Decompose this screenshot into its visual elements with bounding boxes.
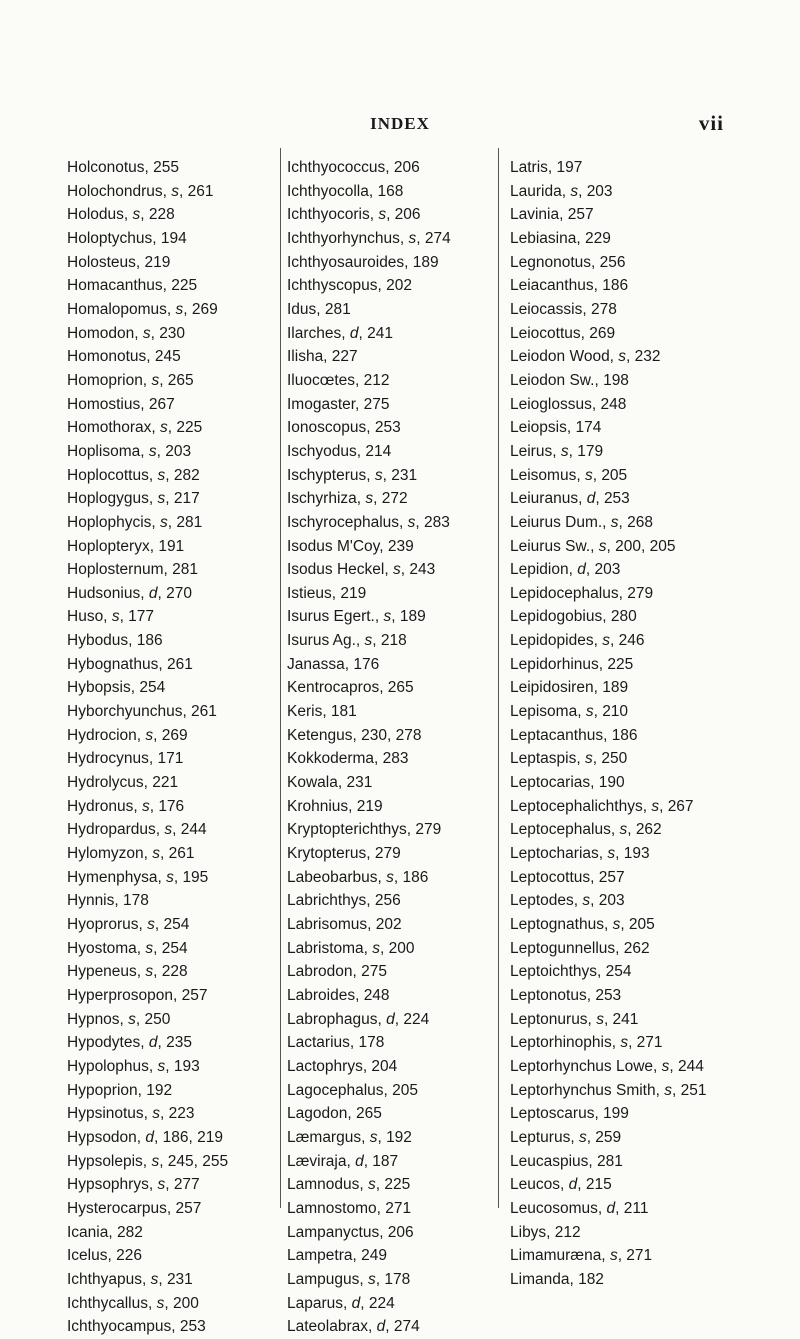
index-entry: Homodon, s, 230 — [67, 324, 186, 342]
index-entry: Hydrocion, s, 269 — [67, 726, 188, 744]
index-column-2 — [287, 156, 497, 1339]
index-entry: Hoplogygus, s, 217 — [67, 490, 200, 508]
index-entry: Leiuranus, d, 253 — [510, 490, 630, 508]
index-entry: Labrodon, 275 — [287, 963, 387, 981]
index-entry: Leptorhinophis, s, 271 — [510, 1034, 663, 1052]
index-entry: Leptocottus, 257 — [510, 868, 625, 886]
index-entry: Lepidopides, s, 246 — [510, 632, 645, 650]
index-entry: Leptonotus, 253 — [510, 986, 622, 1004]
index-entry: Labroides, 248 — [287, 986, 390, 1004]
index-entry: Hybodus, 186 — [67, 632, 163, 650]
index-entry: Lepidocephalus, 279 — [510, 584, 654, 602]
index-entry: Hydrolycus, 221 — [67, 774, 179, 792]
index-entry: Hyoprorus, s, 254 — [67, 916, 190, 933]
index-entry: Ischyrhiza, s, 272 — [287, 490, 408, 508]
index-entry: Lagodon, 265 — [287, 1105, 382, 1123]
index-entry: Leptaspis, s, 250 — [510, 750, 628, 768]
index-entry: Læmargus, s, 192 — [287, 1128, 412, 1146]
index-entry: Hudsonius, d, 270 — [67, 584, 192, 602]
index-entry: Kokkoderma, 283 — [287, 750, 409, 768]
index-entry: Hoplosternum, 281 — [67, 561, 198, 579]
index-entry: Leptogunnellus, 262 — [510, 939, 650, 957]
index-entry: Hynnis, 178 — [67, 892, 149, 910]
index-entry: Istieus, 219 — [287, 584, 367, 602]
index-entry: Icania, 282 — [67, 1223, 143, 1241]
index-entry: Homonotus, 245 — [67, 348, 181, 366]
index-entry: Hypsodon, d, 186, 219 — [67, 1128, 223, 1146]
index-entry: Imogaster, 275 — [287, 395, 390, 413]
index-entry: Leptoichthys, 254 — [510, 963, 632, 981]
index-entry: Ichthyscopus, 202 — [287, 277, 412, 295]
index-entry: Hypsinotus, s, 223 — [67, 1105, 195, 1123]
index-entry: Leptocarias, 190 — [510, 774, 625, 792]
index-entry: Leiodon Wood, s, 232 — [510, 348, 661, 366]
index-entry: Ichthyosauroides, 189 — [287, 253, 439, 271]
index-entry: Leptacanthus, 186 — [510, 726, 638, 744]
index-entry: Latris, 197 — [510, 159, 583, 176]
index-entry: Leptorhynchus Smith, s, 251 — [510, 1081, 707, 1099]
index-entry: Leipidosiren, 189 — [510, 679, 629, 697]
index-entry: Lateolabrax, d, 274 — [287, 1318, 420, 1336]
index-entry: Lampanyctus, 206 — [287, 1223, 414, 1241]
index-entry: Idus, 281 — [287, 300, 351, 318]
index-entry: Leiurus Dum., s, 268 — [510, 513, 654, 531]
index-entry: Ichthyocoris, s, 206 — [287, 206, 421, 224]
index-entry: Leiodon Sw., 198 — [510, 371, 629, 389]
index-entry: Keris, 181 — [287, 703, 357, 721]
index-entry: Hylomyzon, s, 261 — [67, 845, 195, 863]
index-column-3 — [510, 156, 770, 1292]
index-entry: Leiocottus, 269 — [510, 324, 616, 342]
index-entry: Legnonotus, 256 — [510, 253, 626, 271]
index-entry: Limanda, 182 — [510, 1270, 604, 1288]
index-entry: Hydrocynus, 171 — [67, 750, 184, 768]
index-entry: Huso, s, 177 — [67, 608, 155, 626]
index-entry: Isurus Egert., s, 189 — [287, 608, 426, 626]
index-entry: Læviraja, d, 187 — [287, 1152, 399, 1170]
index-entry: Laurida, s, 203 — [510, 182, 613, 200]
index-entry: Lepidogobius, 280 — [510, 608, 637, 626]
index-entry: Hyborchyunchus, 261 — [67, 703, 217, 721]
index-entry: Lavinia, 257 — [510, 206, 594, 224]
index-entry: Holodus, s, 228 — [67, 206, 175, 224]
index-entry: Icelus, 226 — [67, 1247, 142, 1265]
index-entry: Leiocassis, 278 — [510, 300, 617, 318]
index-entry: Hypoprion, 192 — [67, 1081, 173, 1099]
index-entry: Isurus Ag., s, 218 — [287, 632, 407, 650]
index-entry: Holochondrus, s, 261 — [67, 182, 214, 200]
index-entry: Leucaspius, 281 — [510, 1152, 623, 1170]
index-entry: Homacanthus, 225 — [67, 277, 198, 295]
index-entry: Hybognathus, 261 — [67, 655, 193, 673]
index-entry: Lamnostomo, 271 — [287, 1199, 412, 1217]
index-entry: Limamuræna, s, 271 — [510, 1247, 653, 1265]
index-entry: Laparus, d, 224 — [287, 1294, 395, 1312]
index-entry: Ichthyocampus, 253 — [67, 1318, 206, 1336]
index-entry: Leptoscarus, 199 — [510, 1105, 629, 1123]
index-entry: Lepturus, s, 259 — [510, 1128, 622, 1146]
column-divider — [280, 148, 281, 1208]
index-entry: Krohnius, 219 — [287, 797, 383, 815]
index-entry: Kowala, 231 — [287, 774, 373, 792]
index-entry: Labrichthys, 256 — [287, 892, 401, 910]
index-entry: Leiurus Sw., s, 200, 205 — [510, 537, 676, 555]
index-entry: Hoplisoma, s, 203 — [67, 442, 192, 460]
index-entry: Leiacanthus, 186 — [510, 277, 629, 295]
index-entry: Ilisha, 227 — [287, 348, 358, 366]
index-entry: Ischyrocephalus, s, 283 — [287, 513, 450, 531]
index-entry: Leiopsis, 174 — [510, 419, 602, 437]
index-entry: Isodus Heckel, s, 243 — [287, 561, 436, 579]
index-entry: Leirus, s, 179 — [510, 442, 604, 460]
index-entry: Ionoscopus, 253 — [287, 419, 401, 437]
index-entry: Labrophagus, d, 224 — [287, 1010, 430, 1028]
index-entry: Lactophrys, 204 — [287, 1057, 398, 1075]
index-entry: Hoplopteryx, 191 — [67, 537, 185, 555]
index-entry: Janassa, 176 — [287, 655, 380, 673]
index-entry: Homalopomus, s, 269 — [67, 300, 218, 318]
index-entry: Leucos, d, 215 — [510, 1176, 612, 1194]
index-entry: Leisomus, s, 205 — [510, 466, 628, 484]
index-entry: Leioglossus, 248 — [510, 395, 627, 413]
running-title: INDEX — [370, 114, 430, 133]
page-number: vii — [698, 111, 724, 135]
index-entry: Lagocephalus, 205 — [287, 1081, 419, 1099]
index-entry: Ichthyorhynchus, s, 274 — [287, 229, 451, 247]
index-entry: Isodus M'Coy, 239 — [287, 537, 414, 555]
index-entry: Hypnos, s, 250 — [67, 1010, 171, 1028]
index-entry: Lebiasina, 229 — [510, 229, 611, 247]
index-entry: Hybopsis, 254 — [67, 679, 166, 697]
index-entry: Homoprion, s, 265 — [67, 371, 194, 389]
index-entry: Ichthyocolla, 168 — [287, 182, 404, 200]
index-entry: Ilarches, d, 241 — [287, 324, 393, 342]
index-entry: Lactarius, 178 — [287, 1034, 385, 1052]
index-entry: Leucosomus, d, 211 — [510, 1199, 649, 1217]
index-entry: Leptocharias, s, 193 — [510, 845, 650, 863]
column-divider — [498, 148, 499, 1208]
index-entry: Ischyodus, 214 — [287, 442, 392, 460]
index-entry: Iluocœtes, 212 — [287, 371, 390, 389]
index-entry: Leptocephalus, s, 262 — [510, 821, 662, 839]
index-entry: Leptognathus, s, 205 — [510, 916, 655, 933]
index-entry: Hyostoma, s, 254 — [67, 939, 188, 957]
index-entry: Hypolophus, s, 193 — [67, 1057, 200, 1075]
index-entry: Krytopterus, 279 — [287, 845, 401, 863]
index-entry: Ichthyapus, s, 231 — [67, 1270, 193, 1288]
index-entry: Hydronus, s, 176 — [67, 797, 185, 815]
index-entry: Hypeneus, s, 228 — [67, 963, 188, 981]
index-entry: Leptorhynchus Lowe, s, 244 — [510, 1057, 704, 1075]
index-entry: Hypsolepis, s, 245, 255 — [67, 1152, 229, 1170]
index-entry: Lepidorhinus, 225 — [510, 655, 634, 673]
index-entry: Labristoma, s, 200 — [287, 939, 415, 957]
index-entry: Kentrocapros, 265 — [287, 679, 414, 697]
index-entry: Ichthycallus, s, 200 — [67, 1294, 199, 1312]
index-entry: Hysterocarpus, 257 — [67, 1199, 202, 1217]
index-entry: Hyperprosopon, 257 — [67, 986, 208, 1004]
index-entry: Hypsophrys, s, 277 — [67, 1176, 200, 1194]
index-entry: Holconotus, 255 — [67, 159, 180, 176]
index-entry: Hoplocottus, s, 282 — [67, 466, 200, 484]
index-entry: Holoptychus, 194 — [67, 229, 187, 247]
index-entry: Homothorax, s, 225 — [67, 419, 203, 437]
index-entry: Ischypterus, s, 231 — [287, 466, 418, 484]
index-entry: Libys, 212 — [510, 1223, 581, 1241]
index-entry: Lepisoma, s, 210 — [510, 703, 629, 721]
index-entry: Ketengus, 230, 278 — [287, 726, 422, 744]
index-entry: Labeobarbus, s, 186 — [287, 868, 429, 886]
index-entry: Lamnodus, s, 225 — [287, 1176, 411, 1194]
index-entry: Hymenphysa, s, 195 — [67, 868, 209, 886]
index-entry: Hypodytes, d, 235 — [67, 1034, 192, 1052]
index-entry: Leptodes, s, 203 — [510, 892, 625, 910]
index-entry: Kryptopterichthys, 279 — [287, 821, 442, 839]
index-entry: Ichthyococcus, 206 — [287, 159, 420, 176]
index-entry: Lepidion, d, 203 — [510, 561, 621, 579]
index-entry: Lampugus, s, 178 — [287, 1270, 411, 1288]
index-entry: Homostius, 267 — [67, 395, 175, 413]
index-column-1 — [67, 156, 272, 1339]
index-entry: Leptocephalichthys, s, 267 — [510, 797, 694, 815]
index-entry: Leptonurus, s, 241 — [510, 1010, 639, 1028]
index-entry: Hoplophycis, s, 281 — [67, 513, 203, 531]
index-entry: Hydropardus, s, 244 — [67, 821, 207, 839]
page-header — [0, 111, 800, 140]
index-entry: Holosteus, 219 — [67, 253, 171, 271]
index-entry: Lampetra, 249 — [287, 1247, 387, 1265]
index-entry: Labrisomus, 202 — [287, 916, 402, 933]
